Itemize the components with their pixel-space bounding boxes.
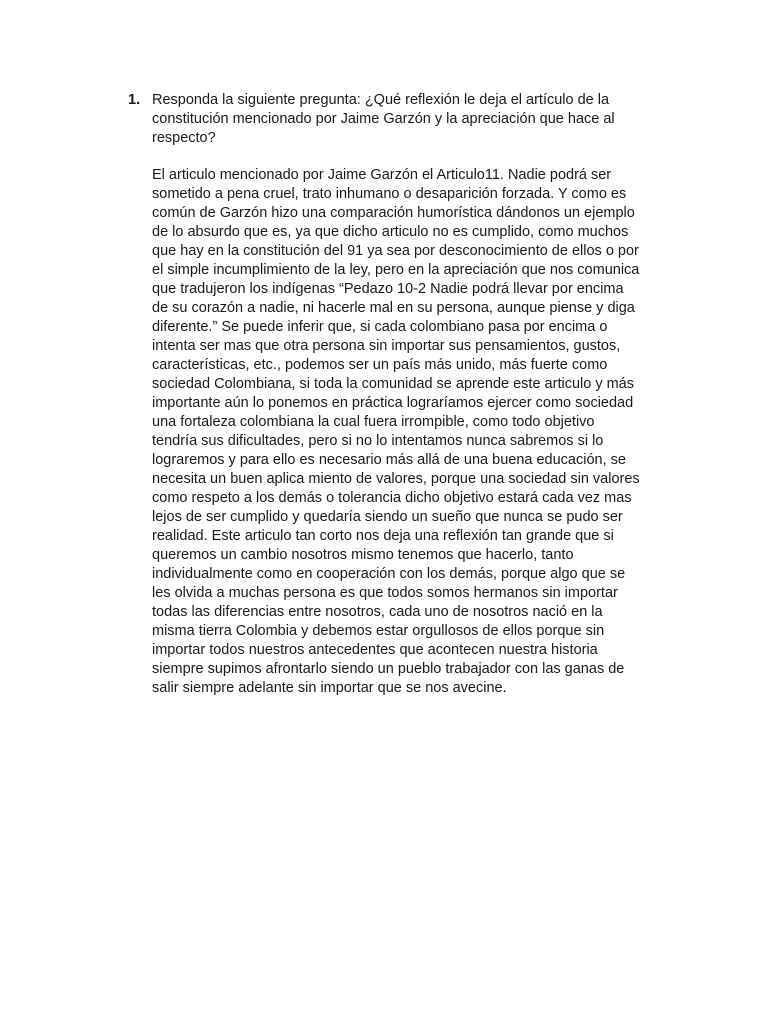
- question-text: [152, 91, 652, 148]
- answer-line: realidad. Este articulo tan corto nos deja una reflexión tan grande que si: [152, 528, 614, 544]
- answer-line: todas las diferencias entre nosotros, cada uno de nosotros nació en la: [152, 604, 603, 620]
- answer-line: sociedad Colombiana, si toda la comunidad se aprende este articulo y más: [152, 376, 634, 392]
- answer-line: de lo absurdo que es, ya que dicho articulo no es cumplido, como muchos: [152, 224, 629, 240]
- answer-line: El articulo mencionado por Jaime Garzón el Articulo11. Nadie podrá ser: [152, 167, 612, 183]
- answer-line: importante aún lo ponemos en práctica lograríamos ejercer como sociedad: [152, 395, 634, 411]
- answer-line: salir siempre adelante sin importar que se nos avecine.: [152, 680, 507, 696]
- answer-line: intenta ser mas que otra persona sin importar sus pensamientos, gustos,: [152, 338, 621, 354]
- question-number: 1.: [128, 92, 141, 108]
- answer-line: como respeto a los demás o tolerancia dicho objetivo estará cada vez mas: [152, 490, 632, 506]
- answer-line: lejos de ser cumplido y quedaría siendo un sueño que nunca se pudo ser: [152, 509, 623, 525]
- answer-line: que tradujeron los indígenas “Pedazo 10-2 Nadie podrá llevar por encima: [152, 281, 624, 297]
- answer-line: que hay en la constitución del 91 ya sea por desconocimiento de ellos o por: [152, 243, 639, 259]
- answer-line: individualmente como en cooperación con los demás, porque algo que se: [152, 566, 626, 582]
- answer-line: siempre supimos afrontarlo siendo un pueblo trabajador con las ganas de: [152, 661, 625, 677]
- answer-line: necesita un buen aplica miento de valores, porque una sociedad sin valores: [152, 471, 640, 487]
- answer-line: tendría sus dificultades, pero si no lo intentamos nunca sabremos si lo: [152, 433, 604, 449]
- answer-line: les olvida a muchas persona es que todos somos hermanos sin importar: [152, 585, 618, 601]
- question-line: constitución mencionado por Jaime Garzón y la apreciación que hace al: [152, 111, 615, 127]
- question-line: respecto?: [152, 130, 216, 146]
- answer-line: común de Garzón hizo una comparación humorística dándonos un ejemplo: [152, 205, 635, 221]
- answer-line: lograremos y para ello es necesario más allá de una buena educación, se: [152, 452, 626, 468]
- answer-paragraph: [152, 166, 648, 698]
- answer-line: queremos un cambio nosotros mismo tenemos que hacerlo, tanto: [152, 547, 574, 563]
- answer-line: diferente.” Se puede inferir que, si cada colombiano pasa por encima o: [152, 319, 608, 335]
- answer-line: misma tierra Colombia y debemos estar orgullosos de ellos porque sin: [152, 623, 605, 639]
- answer-line: de su corazón a nadie, ni hacerle mal en su persona, aunque piense y diga: [152, 300, 635, 316]
- answer-line: características, etc., podemos ser un país más unido, más fuerte como: [152, 357, 608, 373]
- answer-line: importar todos nuestros antecedentes que acontecen nuestra historia: [152, 642, 598, 658]
- question-line: Responda la siguiente pregunta: ¿Qué reflexión le deja el artículo de la: [152, 92, 610, 108]
- answer-line: una fortaleza colombiana la cual fuera irrompible, como todo objetivo: [152, 414, 595, 430]
- answer-line: el simple incumplimiento de la ley, pero en la apreciación que nos comunica: [152, 262, 640, 278]
- answer-line: sometido a pena cruel, trato inhumano o desaparición forzada. Y como es: [152, 186, 627, 202]
